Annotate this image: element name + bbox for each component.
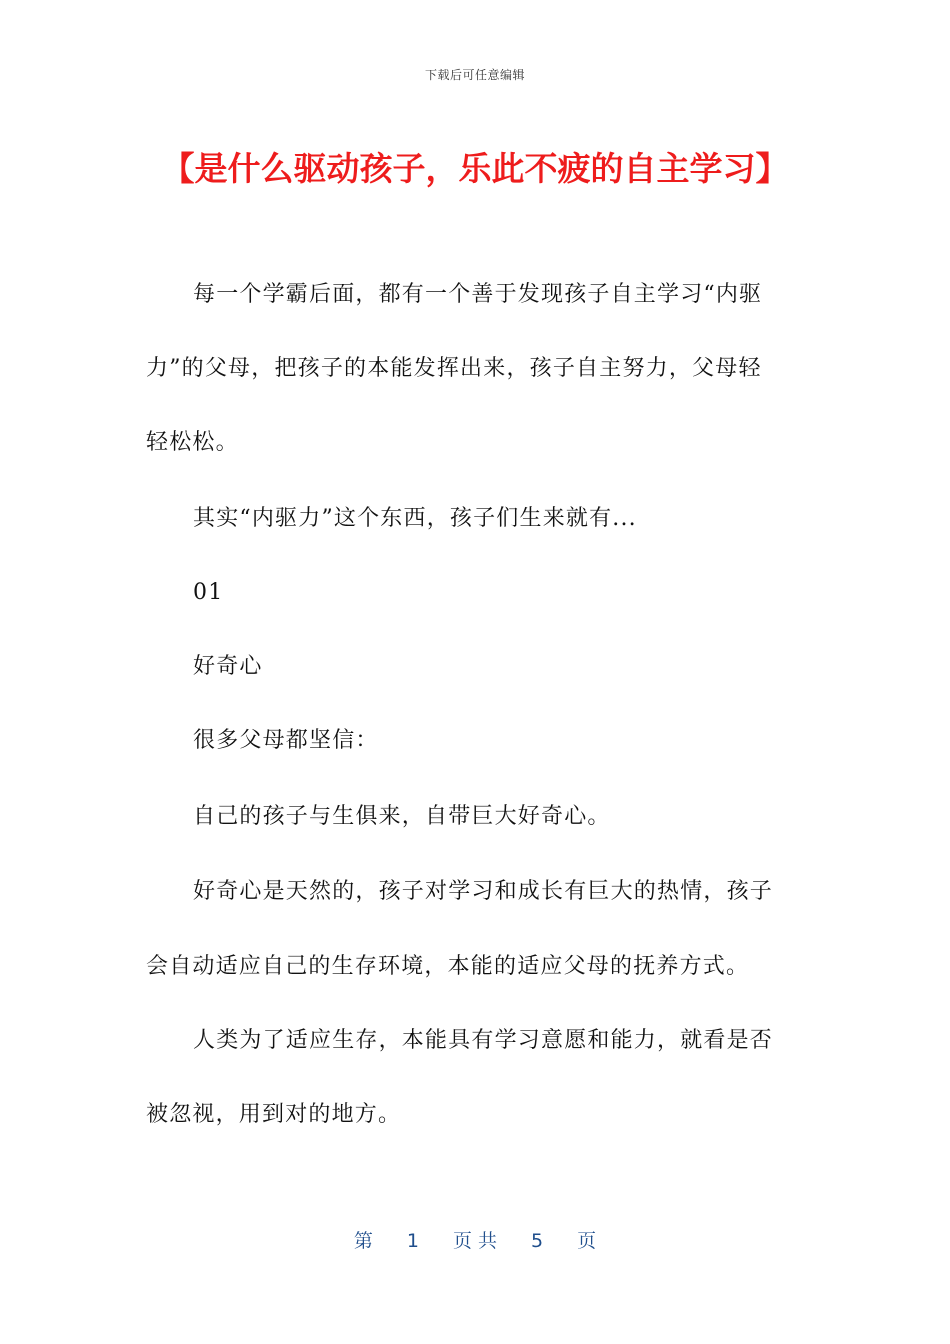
paragraph-line: 很多父母都坚信： (193, 728, 379, 753)
footer-label-di: 第 (353, 1230, 373, 1252)
paragraph-line: 每一个学霸后面，都有一个善于发现孩子自主学习“内驱 (193, 282, 763, 307)
footer-current-page: 1 (406, 1230, 419, 1252)
section-heading: 好奇心 (193, 654, 263, 679)
paragraph-line: 轻松松。 (146, 430, 239, 455)
paragraph-line: 力”的父母，把孩子的本能发挥出来，孩子自主努力，父母轻 (146, 356, 762, 381)
paragraph-line: 好奇心是天然的，孩子对学习和成长有巨大的热情，孩子 (193, 879, 774, 904)
paragraph-line: 被忽视，用到对的地方。 (146, 1102, 402, 1127)
paragraph-line: 其实“内驱力”这个东西，孩子们生来就有... (193, 506, 637, 531)
document-title: 【是什么驱动孩子，乐此不疲的自主学习】 (161, 149, 789, 188)
footer-label-ye-gong: 页 共 (452, 1230, 498, 1252)
paragraph-line: 会自动适应自己的生存环境，本能的适应父母的抚养方式。 (146, 954, 750, 979)
section-number: 01 (193, 580, 224, 605)
page-footer (0, 1226, 950, 1253)
footer-label-ye: 页 (577, 1230, 597, 1252)
paragraph-line: 人类为了适应生存，本能具有学习意愿和能力，就看是否 (193, 1028, 774, 1053)
footer-total-pages: 5 (531, 1230, 544, 1252)
header-note: 下载后可任意编辑 (424, 68, 525, 82)
paragraph-line: 自己的孩子与生俱来，自带巨大好奇心。 (193, 804, 611, 829)
